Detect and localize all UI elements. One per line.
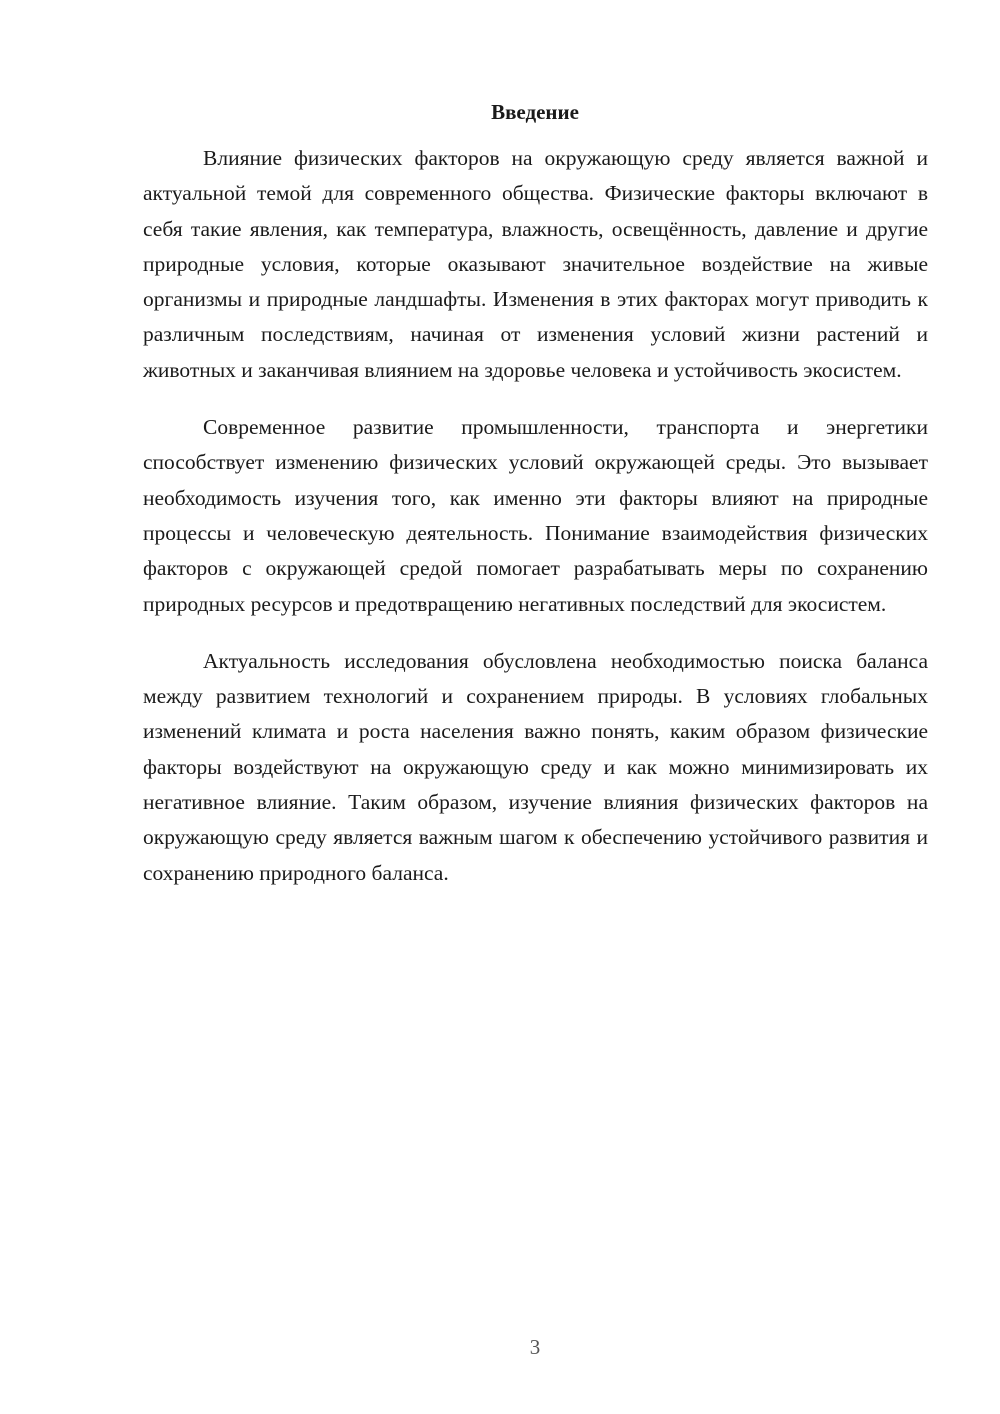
paragraph-3: Актуальность исследования обусловлена необходимостью поиска баланса между развитием технологий и сохранением природы. В условиях глобальных изменений климата и роста населения важно понять, каким образом физические факторы воздействуют на окружающую среду и как можно минимизировать их негативное влияние. Таким образом, изучение влияния физических факторов на окружающую среду является важным шагом к обеспечению устойчивого развития и сохранению природного баланса.	[143, 648, 928, 885]
page-number: 3	[529, 1335, 541, 1359]
paragraph-2: Современное развитие промышленности, транспорта и энергетики способствует изменению физических условий окружающей среды. Это вызывает необходимость изучения того, как именно эти факторы влияют на природные процессы и человеческую деятельность. Понимание взаимодействия физических факторов с окружающей средой помогает разрабатывать меры по сохранению природных ресурсов и предотвращению негативных последствий для экосистем.	[143, 415, 928, 616]
document-body	[143, 141, 928, 913]
paragraph-1: Влияние физических факторов на окружающую среду является важной и актуальной темой для современного общества. Физические факторы включают в себя такие явления, как температура, влажность, освещённость, давление и другие природные условия, которые оказывают значительное воздействие на живые организмы и природные ландшафты. Изменения в этих факторах могут приводить к различным последствиям, начиная от изменения условий жизни растений и животных и заканчивая влиянием на здоровье человека и устойчивость экосистем.	[143, 146, 928, 382]
section-heading: Введение	[491, 100, 579, 124]
